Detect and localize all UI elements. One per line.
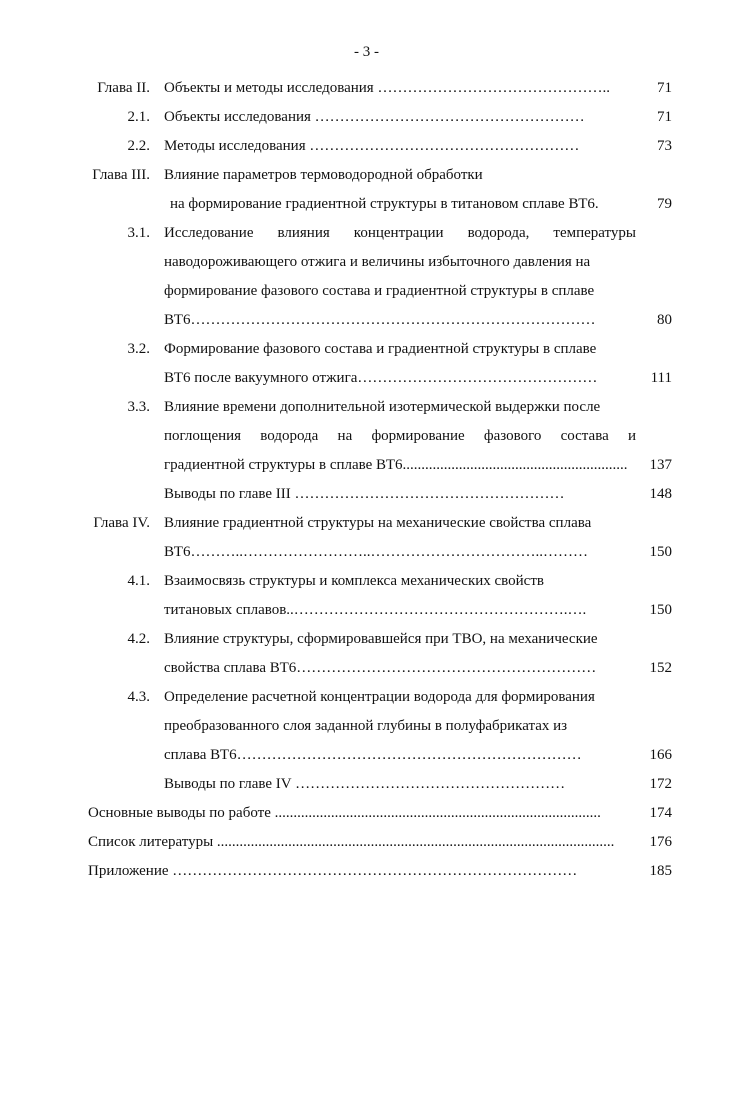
toc-page: 71 bbox=[657, 109, 672, 125]
toc-page: 172 bbox=[649, 776, 672, 792]
toc-page: 176 bbox=[649, 834, 672, 850]
toc-page: 174 bbox=[649, 805, 672, 821]
toc-text: Объекты и методы исследования ……………………………………….. bbox=[164, 80, 610, 96]
toc-label: 2.1. bbox=[127, 109, 150, 125]
toc-text: ВТ6………..……………………..……………………………..……… bbox=[164, 544, 588, 560]
toc-label: 4.3. bbox=[127, 689, 150, 705]
toc-text: Список литературы .......................................................................................................... bbox=[88, 834, 615, 850]
toc-text: градиентной структуры в сплаве ВТ6............................................................ bbox=[164, 457, 628, 473]
toc-text: поглощения водорода на формирование фазового состава и bbox=[164, 428, 636, 444]
toc-text: преобразованного слоя заданной глубины в полуфабрикатах из bbox=[164, 718, 568, 734]
toc-page: 137 bbox=[649, 457, 672, 473]
toc-text: Объекты исследования ……………………………………………… bbox=[164, 109, 585, 125]
toc-label: 3.2. bbox=[127, 341, 150, 357]
toc-text: Влияние параметров термоводородной обработки bbox=[164, 167, 483, 183]
toc-page: 71 bbox=[657, 80, 672, 96]
toc-text: свойства сплава ВТ6…………………………………………………… bbox=[164, 660, 597, 676]
toc-text: наводороживающего отжига и величины избыточного давления на bbox=[164, 254, 591, 270]
toc-page: 150 bbox=[649, 602, 672, 618]
toc-text: Приложение ……………………………………………………………………… bbox=[88, 863, 578, 879]
toc-text: Исследование влияния концентрации водорода, температуры bbox=[164, 225, 636, 241]
toc-label: 4.1. bbox=[127, 573, 150, 589]
toc-page: 73 bbox=[657, 138, 672, 154]
toc-text: Методы исследования ……………………………………………… bbox=[164, 138, 580, 154]
toc-text: на формирование градиентной структуры в титановом сплаве ВТ6. bbox=[170, 196, 599, 212]
toc-text: Влияние градиентной структуры на механические свойства сплава bbox=[164, 515, 592, 531]
toc-page: 150 bbox=[649, 544, 672, 560]
toc-label: 3.3. bbox=[127, 399, 150, 415]
toc-label: Глава IV. bbox=[93, 515, 150, 531]
toc-text: ВТ6 после вакуумного отжига………………………………………… bbox=[164, 370, 598, 386]
toc-label: 2.2. bbox=[127, 138, 150, 154]
toc-text: Выводы по главе III ……………………………………………… bbox=[164, 486, 565, 502]
toc-page: 79 bbox=[657, 196, 672, 212]
toc-text: Влияние структуры, сформировавшейся при ТВО, на механические bbox=[164, 631, 598, 647]
toc-text: Влияние времени дополнительной изотермической выдержки после bbox=[164, 399, 601, 415]
toc-page: 148 bbox=[649, 486, 672, 502]
toc-page: 166 bbox=[649, 747, 672, 763]
toc-page: 111 bbox=[650, 370, 672, 386]
toc-text: Выводы по главе IV ……………………………………………… bbox=[164, 776, 566, 792]
toc-text: Формирование фазового состава и градиентной структуры в сплаве bbox=[164, 341, 597, 357]
toc-text: Основные выводы по работе ....................................................................................... bbox=[88, 805, 601, 821]
toc-text: титановых сплавов..……………………………………………….…. bbox=[164, 602, 587, 618]
toc-page: 185 bbox=[649, 863, 672, 879]
toc-label: 3.1. bbox=[127, 225, 150, 241]
toc-label: 4.2. bbox=[127, 631, 150, 647]
toc-text: Взаимосвязь структуры и комплекса механических свойств bbox=[164, 573, 544, 589]
toc-text: ВТ6……………………………………………………………………… bbox=[164, 312, 596, 328]
toc-text: сплава ВТ6…………………………………………………………… bbox=[164, 747, 582, 763]
toc-label: Глава II. bbox=[97, 80, 150, 96]
toc-page: 80 bbox=[657, 312, 672, 328]
toc-page: 152 bbox=[649, 660, 672, 676]
toc-text: Определение расчетной концентрации водорода для формирования bbox=[164, 689, 595, 705]
page-number: - 3 - bbox=[354, 44, 379, 60]
toc-label: Глава III. bbox=[92, 167, 150, 183]
toc-text: формирование фазового состава и градиентной структуры в сплаве bbox=[164, 283, 595, 299]
